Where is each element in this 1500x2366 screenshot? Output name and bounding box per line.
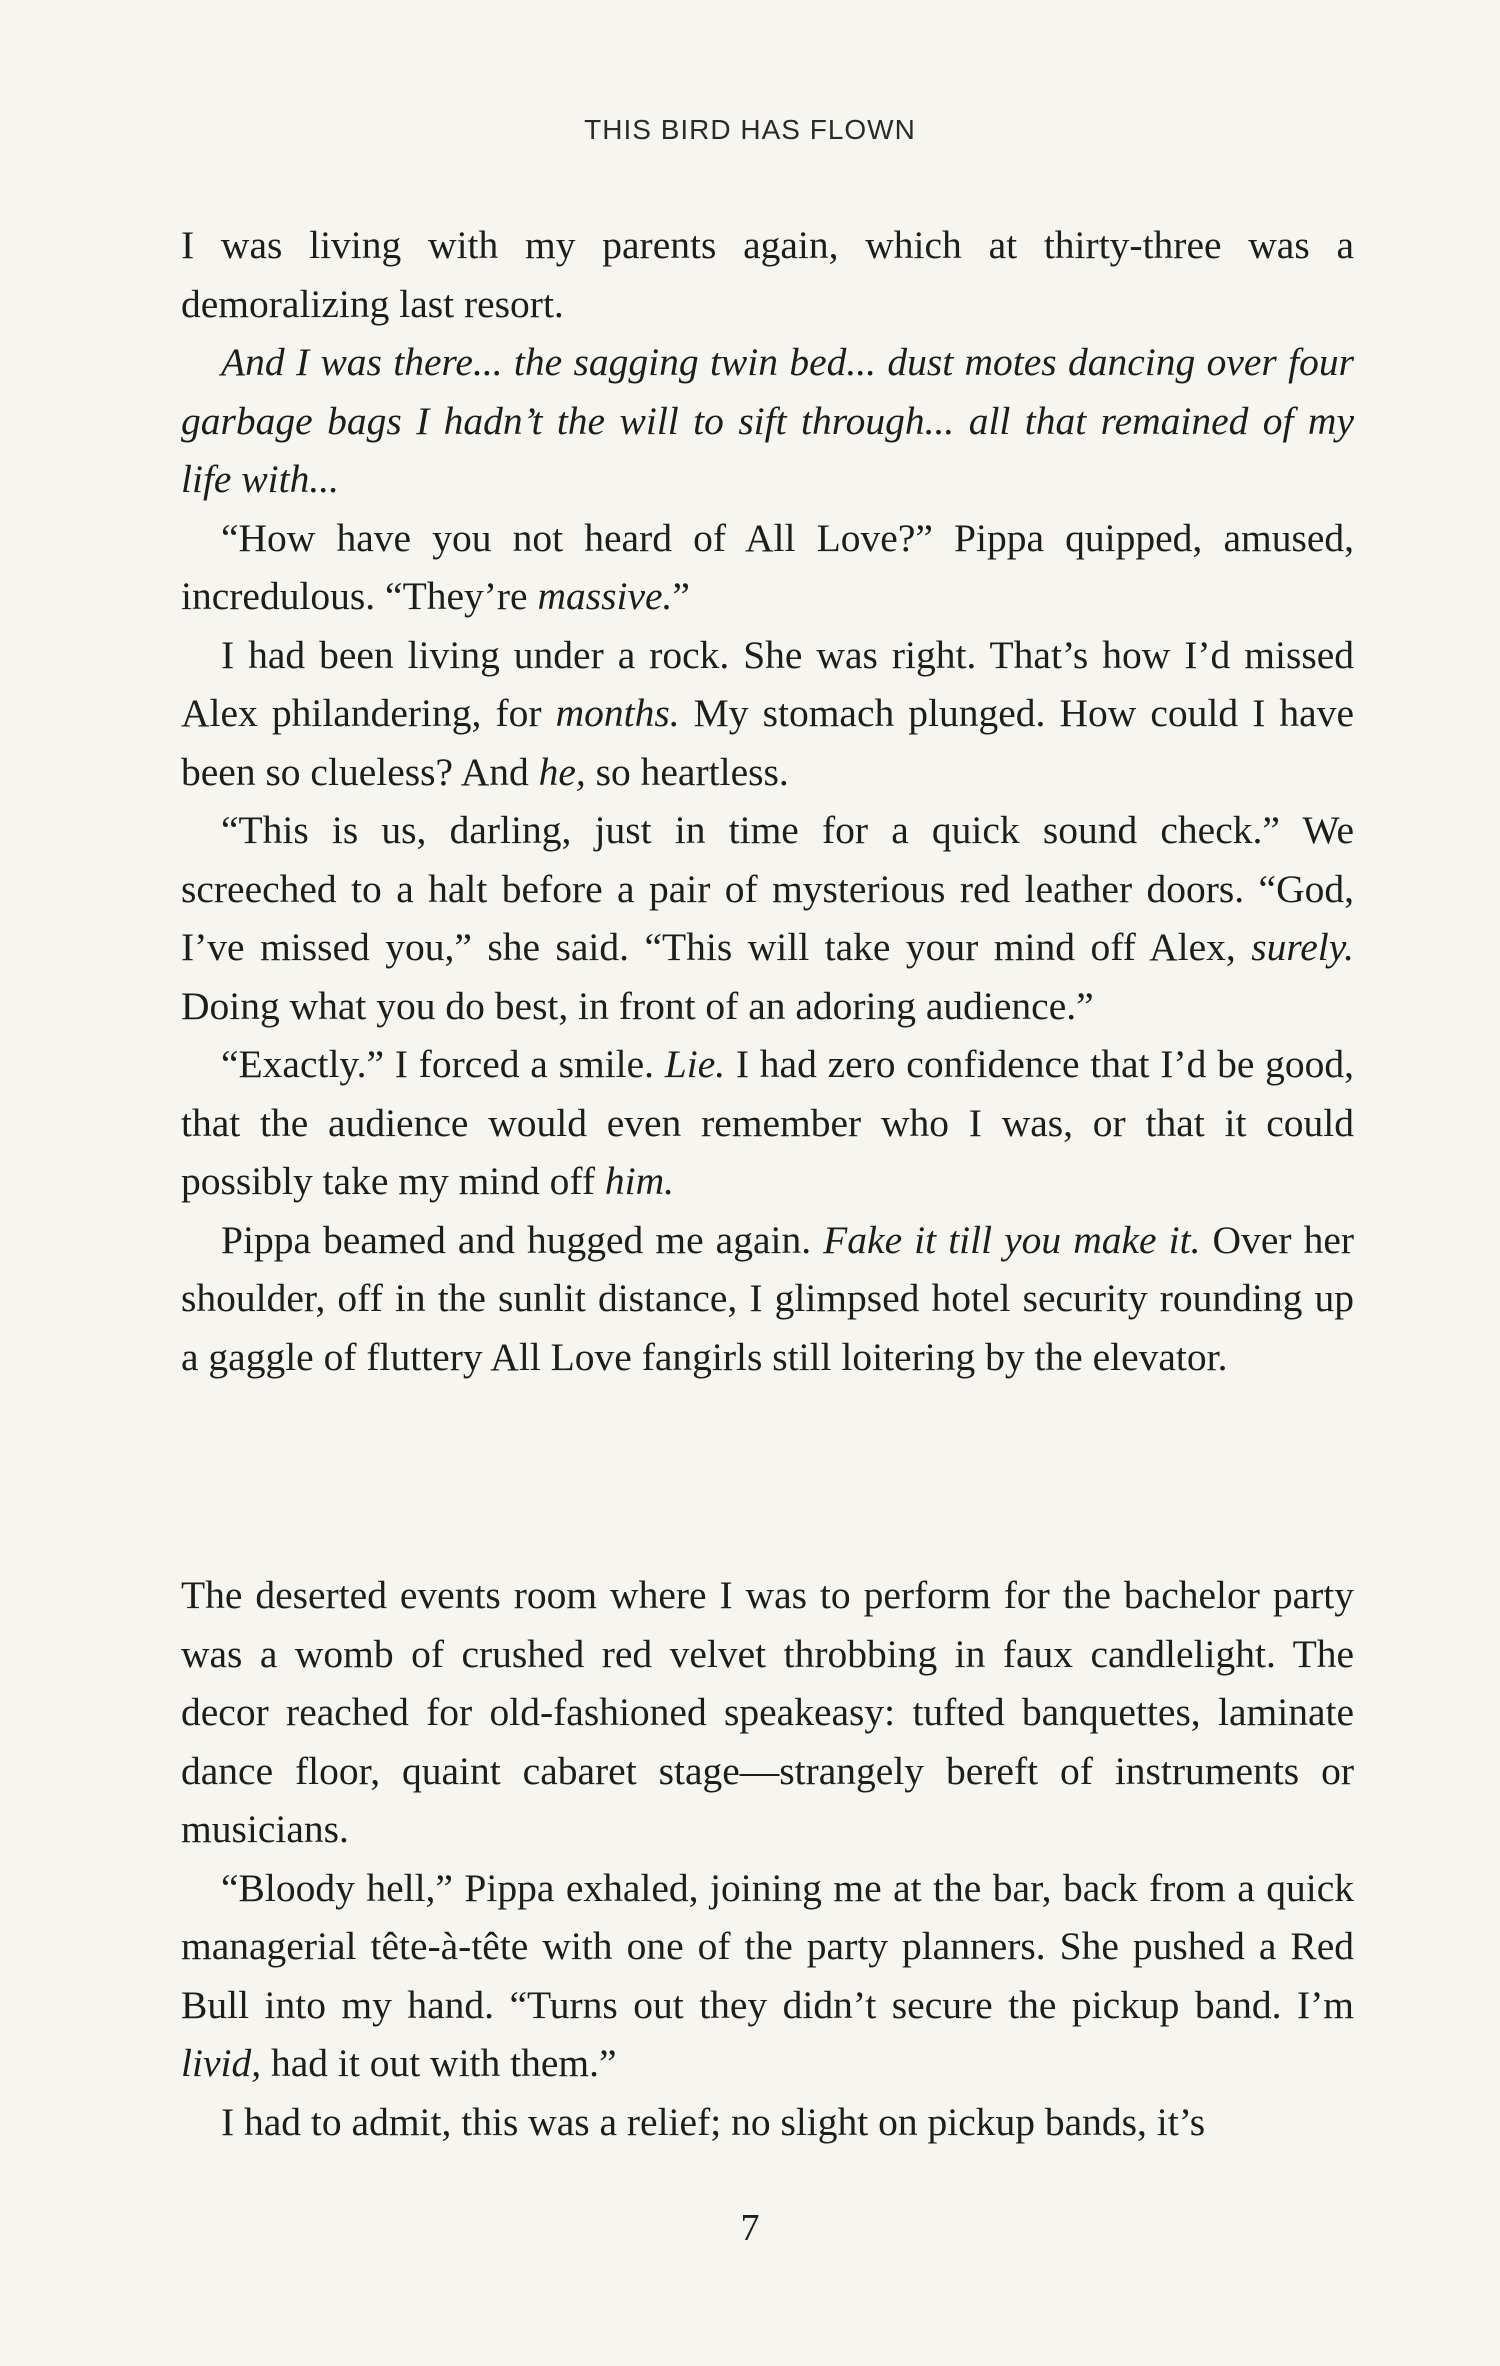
paragraph-3-text-a: “How have you not heard of All Love?” Pippa quipped, amused, incredulous. “They’re [181, 515, 1354, 618]
paragraph-3-text-b: ” [672, 574, 690, 618]
running-head: THIS BIRD HAS FLOWN [584, 114, 916, 145]
paragraph-4-text-b: My stomach plunged. How could I have been so clueless? And [181, 691, 1354, 794]
paragraph-9-italic: livid, [181, 2041, 262, 2085]
paragraph-7-text-b: Over her shoulder, off in the sunlit distance, I glimpsed hotel security rounding up a gaggle of fluttery All Love fangirls still loitering by the elevator. [181, 1217, 1355, 1379]
paragraph-2-italic: And I was there... the sagging twin bed... dust motes dancing over four garbage bags I hadn’t the will to sift through... all that remained of my life with... [181, 340, 1354, 501]
page-number: 7 [740, 2207, 760, 2249]
paragraph-8 [181, 1566, 1354, 1859]
paragraph-3-italic: massive. [537, 574, 673, 618]
paragraph-5-text-a: “This is us, darling, just in time for a quick sound check.” We screeched to a halt before a pair of mysterious red leather doors. “God, I’ve missed you,” she said. “This will take your mind off Alex, [181, 808, 1354, 969]
paragraph-4-italic-2: he, [538, 749, 586, 794]
paragraph-5-italic: surely. [1251, 925, 1354, 969]
paragraph-4-text-c: so heartless. [585, 749, 789, 794]
paragraph-6-text-b: I had zero confidence that I’d be good, that the audience would even remember who I was, or that it could possibly take my mind off [181, 1042, 1354, 1203]
paragraph-6-italic-1: Lie. [664, 1042, 726, 1086]
paragraph-7-text-a: Pippa beamed and hugged me again. [221, 1217, 824, 1262]
text-block-top [181, 216, 1354, 1386]
paragraph-9-text-a: “Bloody hell,” Pippa exhaled, joining me at the bar, back from a quick managerial tête-à-tête with one of the party planners. She pushed a Red Bull into my hand. “Turns out they didn’t secure the pickup band. I’m [181, 1865, 1354, 2027]
text-block-bottom [181, 1566, 1354, 2151]
paragraph-5-text-b: Doing what you do best, in front of an adoring audience.” [181, 983, 1094, 1028]
paragraph-4 [181, 626, 1354, 802]
paragraph-1 [181, 216, 1354, 333]
paragraph-4-italic-1: months. [555, 691, 680, 735]
paragraph-8-text: The deserted events room where I was to perform for the bachelor party was a womb of crushed red velvet throbbing in faux candlelight. The decor reached for old-fashioned speakeasy: tufted banquettes, laminate dance floor, quaint cabaret stage—strangely bereft of instruments or musicians. [181, 1573, 1354, 1851]
paragraph-9 [181, 1859, 1354, 2093]
paragraph-5 [181, 801, 1354, 1035]
paragraph-7-italic: Fake it till you make it. [823, 1217, 1201, 1262]
paragraph-2 [181, 333, 1354, 509]
paragraph-9-text-b: had it out with them.” [261, 2041, 617, 2085]
paragraph-10-text: I had to admit, this was a relief; no slight on pickup bands, it’s [221, 2099, 1206, 2144]
paragraph-1-text: I was living with my parents again, which at thirty-three was a demoralizing last resort. [181, 223, 1354, 326]
paragraph-10 [181, 2093, 1354, 2152]
paragraph-4-text-a: I had been living under a rock. She was right. That’s how I’d missed Alex philandering, for [181, 632, 1354, 735]
paragraph-6-text-a: “Exactly.” I forced a smile. [221, 1042, 665, 1086]
paragraph-6 [181, 1035, 1354, 1211]
paragraph-6-italic-2: him. [604, 1159, 674, 1203]
paragraph-7 [181, 1211, 1354, 1387]
paragraph-3 [181, 509, 1354, 626]
